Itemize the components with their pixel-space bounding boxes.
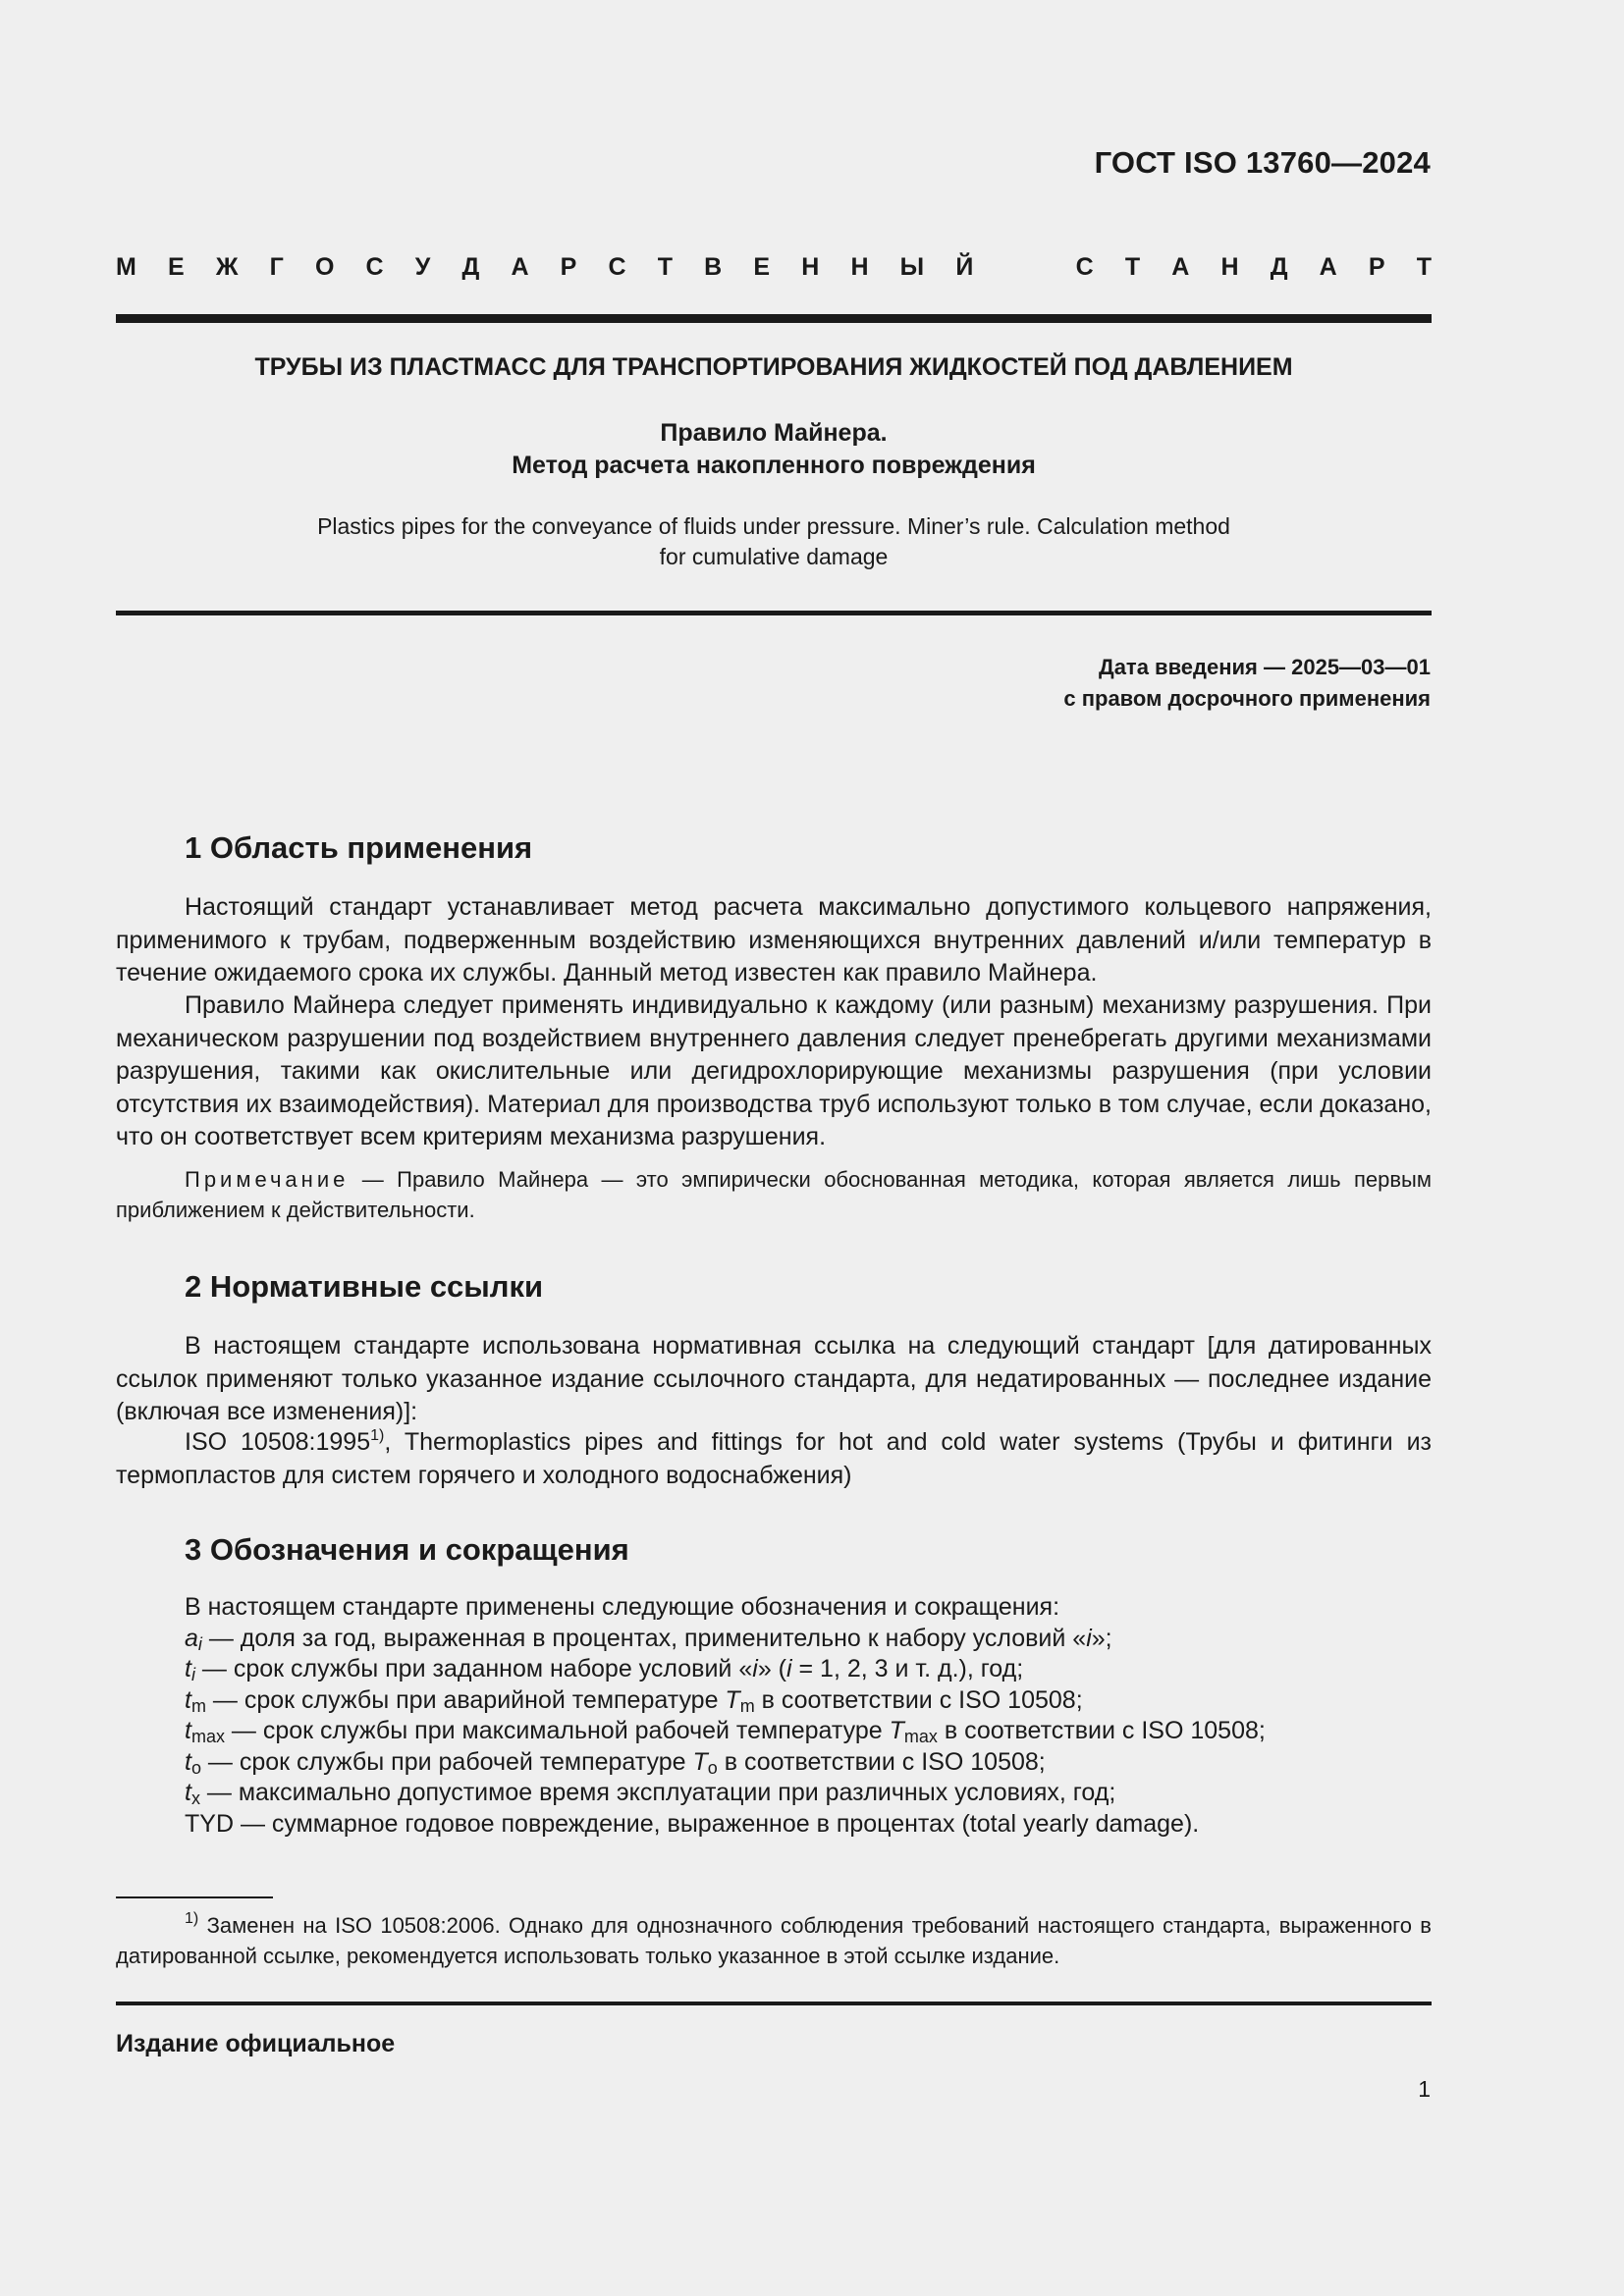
- official-edition-label: Издание официальное: [116, 2030, 396, 2057]
- subtitle-line-2: Метод расчета накопленного повреждения: [512, 452, 1036, 479]
- banner-letter: А: [1319, 253, 1337, 281]
- section-3-heading: 3 Обозначения и сокращения: [185, 1532, 629, 1567]
- symbol-definition-end: в соответствии с ISO 10508;: [754, 1685, 1083, 1714]
- symbol: T: [889, 1717, 904, 1744]
- symbol-definition: — максимально допустимое время эксплуатации при различных условиях, год;: [199, 1779, 1116, 1806]
- footnote: [116, 1910, 1432, 1971]
- symbol-italic: i: [786, 1655, 792, 1682]
- banner-letter: М: [116, 253, 136, 281]
- standard-number: ГОСТ ISO 13760—2024: [1094, 145, 1431, 180]
- banner-letter: У: [414, 253, 431, 281]
- symbol-subscript: o: [190, 1757, 201, 1778]
- symbol-definition-mid: » (: [757, 1655, 786, 1682]
- symbol-subscript: max: [190, 1727, 225, 1746]
- banner-letter: Г: [269, 253, 284, 281]
- symbol: T: [692, 1747, 708, 1776]
- english-title-line-1: Plastics pipes for the conveyance of fluids under pressure. Miner’s rule. Calculation method: [317, 513, 1230, 539]
- main-title: ТРУБЫ ИЗ ПЛАСТМАСС ДЛЯ ТРАНСПОРТИРОВАНИЯ ЖИДКОСТЕЙ ПОД ДАВЛЕНИЕМ: [254, 353, 1293, 381]
- symbol-subscript: m: [190, 1695, 206, 1716]
- banner-letter: Д: [461, 253, 480, 281]
- symbol: t: [185, 1747, 191, 1776]
- banner-letter: Н: [1220, 253, 1239, 281]
- symbol-definition-end: в соответствии с ISO 10508;: [717, 1747, 1046, 1776]
- banner-letter: Е: [753, 253, 771, 281]
- symbol-definition: — доля за год, выраженная в процентах, применительно к набору условий «: [201, 1624, 1087, 1652]
- symbol-definition: — срок службы при аварийной температуре: [205, 1685, 726, 1714]
- symbol-subscript: i: [190, 1665, 195, 1684]
- symbol-item: [185, 1624, 1432, 1655]
- section-2-paragraph-1: В настоящем стандарте использована нормативная ссылка на следующий стандарт [для датированных ссылок применяют только указанное издание ссылочного стандарта, для недатированных — последнее издание (включая все изменения)]:: [116, 1332, 1432, 1425]
- section-1-paragraph-1: Настоящий стандарт устанавливает метод расчета максимально допустимого кольцевого напряжения, применимого к трубам, подверженным воздействию изменяющихся внутренних давлений и/или температур в течение ожидаемого срока их службы. Данный метод известен как правило Майнера.: [116, 893, 1432, 987]
- symbol-subscript: m: [739, 1695, 755, 1716]
- interstate-standard-banner: [116, 253, 1432, 282]
- section-2-reference: [116, 1426, 1432, 1492]
- symbol-item: [185, 1716, 1432, 1747]
- symbol: t: [185, 1717, 191, 1744]
- symbol: t: [185, 1655, 191, 1682]
- date-line-1: Дата введения — 2025—03—01: [1099, 655, 1431, 679]
- symbol-definition: — срок службы при максимальной рабочей температуре: [224, 1717, 890, 1744]
- banner-letter: А: [511, 253, 529, 281]
- symbol-item: [185, 1685, 1432, 1717]
- english-title: [116, 511, 1432, 572]
- symbol-item: [185, 1778, 1432, 1809]
- footnote-text: Заменен на ISO 10508:2006. Однако для однозначного соблюдения требований настоящего стандарта, выраженного в датированной ссылке, рекомендуется использовать только указанное в этой ссылке издание.: [116, 1913, 1432, 1968]
- banner-letter: Т: [1416, 253, 1432, 281]
- banner-letter: Т: [1124, 253, 1141, 281]
- section-2-heading: 2 Нормативные ссылки: [185, 1269, 544, 1304]
- symbol-italic: i: [752, 1655, 758, 1682]
- banner-letter: В: [704, 253, 723, 281]
- banner-letter: Д: [1270, 253, 1288, 281]
- symbol-subscript: o: [707, 1757, 718, 1778]
- section-1-note: [116, 1164, 1432, 1225]
- date-line-2: с правом досрочного применения: [1063, 686, 1431, 711]
- symbol-definition: — срок службы при рабочей температуре: [200, 1747, 693, 1776]
- banner-letter: С: [608, 253, 626, 281]
- section-1-heading: 1 Область применения: [185, 830, 533, 865]
- banner-letter: Н: [801, 253, 820, 281]
- header-rule: [116, 314, 1432, 323]
- page-number: 1: [1418, 2076, 1431, 2102]
- reference-code: ISO 10508:1995: [185, 1428, 371, 1456]
- symbol: T: [725, 1685, 740, 1714]
- banner-letter: Е: [167, 253, 185, 281]
- footnote-separator: [116, 1896, 273, 1898]
- banner-letter: Ж: [215, 253, 239, 281]
- symbol-item: [185, 1747, 1432, 1779]
- english-title-line-2: for cumulative damage: [659, 544, 889, 569]
- symbol: t: [185, 1779, 191, 1806]
- symbol-item: TYD — суммарное годовое повреждение, выраженное в процентах (total yearly damage).: [185, 1809, 1200, 1838]
- subtitle: [116, 417, 1432, 482]
- symbol-definition: — срок службы при заданном наборе условий «: [194, 1655, 753, 1682]
- symbol-italic: i: [1086, 1624, 1092, 1652]
- note-text: — Правило Майнера — это эмпирически обоснованная методика, которая является лишь первым приближением к действительности.: [116, 1167, 1432, 1222]
- banner-letter: С: [365, 253, 384, 281]
- symbol-subscript: i: [197, 1633, 202, 1654]
- introduction-date: [1063, 652, 1431, 715]
- reference-footnote-mark: 1): [370, 1427, 385, 1444]
- symbol-subscript: x: [190, 1789, 200, 1808]
- symbol: a: [185, 1624, 198, 1652]
- banner-letter: Р: [1368, 253, 1385, 281]
- symbol-subscript: max: [903, 1727, 938, 1746]
- symbol-item: [185, 1654, 1432, 1685]
- symbol: t: [185, 1685, 191, 1714]
- symbols-intro: В настоящем стандарте применены следующие обозначения и сокращения:: [185, 1593, 1060, 1621]
- banner-letter: О: [314, 253, 335, 281]
- banner-letter: Й: [955, 253, 974, 281]
- section-1-paragraph-2: Правило Майнера следует применять индивидуально к каждому (или разным) механизму разрушения. При механическом разрушении под воздействием внутреннего давления следует пренебрегать другими механизмами разрушения, такими как окислительные или дегидрохлорирующие механизмы разрушения (при условии отсутствия их взаимодействия). Материал для производства труб используют только в том случае, если доказано, что он соответствует всем критериям механизма разрушения.: [116, 991, 1432, 1150]
- banner-letter: Р: [560, 253, 577, 281]
- banner-letter: С: [1075, 253, 1094, 281]
- banner-letter: Т: [657, 253, 674, 281]
- banner-letter: Ы: [899, 253, 925, 281]
- reference-text: , Thermoplastics pipes and fittings for hot and cold water systems (Трубы и фитинги из термопластов для систем горячего и холодного водоснабжения): [116, 1428, 1433, 1489]
- banner-letter: А: [1171, 253, 1190, 281]
- symbol-definition-end: = 1, 2, 3 и т. д.), год;: [791, 1655, 1024, 1682]
- footer-rule: [116, 2002, 1432, 2005]
- note-label: Примечание: [185, 1167, 350, 1192]
- subtitle-line-1: Правило Майнера.: [660, 419, 888, 447]
- footnote-mark: 1): [185, 1910, 199, 1927]
- banner-word-gap: [1004, 253, 1044, 282]
- banner-letter: Н: [850, 253, 869, 281]
- symbols-list: [185, 1592, 1432, 1840]
- title-rule: [116, 611, 1432, 615]
- symbol-definition-end: »;: [1091, 1624, 1112, 1652]
- symbol-definition-end: в соответствии с ISO 10508;: [937, 1717, 1266, 1744]
